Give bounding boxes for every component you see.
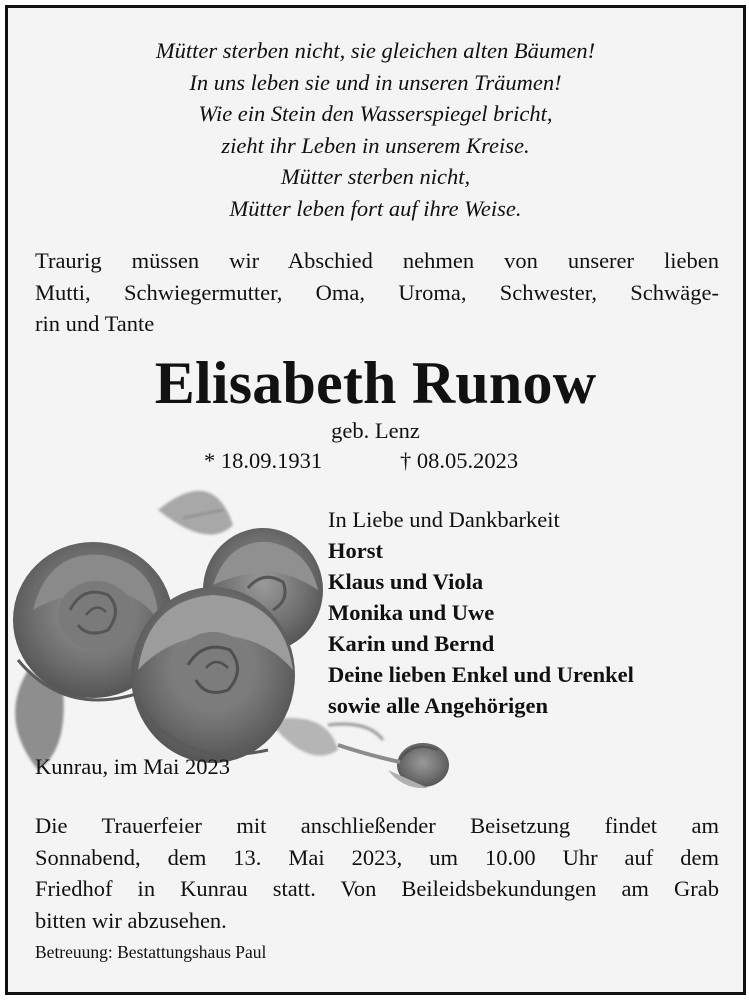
funeral-line: Friedhof in Kunrau statt. Von Beileidsbekundungen am Grab	[35, 876, 719, 901]
funeral-notice	[35, 810, 719, 936]
intro-line: Traurig müssen wir Abschied nehmen von unserer lieben	[35, 248, 719, 273]
poem-line: Wie ein Stein den Wasserspiegel bricht,	[198, 101, 553, 126]
poem-line: Mütter sterben nicht,	[280, 164, 471, 189]
rose-front	[131, 587, 295, 763]
obituary-frame	[5, 5, 746, 995]
mourner-name: sowie alle Angehörigen	[328, 693, 548, 718]
birth-date: * 18.09.1931	[204, 448, 323, 473]
maiden-name: geb. Lenz	[331, 418, 420, 443]
intro-text	[35, 245, 719, 340]
poem-line: Mütter sterben nicht, sie gleichen alten Bäumen!	[155, 38, 596, 63]
poem	[8, 35, 743, 224]
mourner-name: Karin und Bernd	[328, 631, 495, 656]
death-date: † 08.05.2023	[400, 448, 519, 473]
mourners-lead: In Liebe und Dankbarkeit	[328, 507, 560, 532]
intro-line: Mutti, Schwiegermutter, Oma, Uroma, Schwester, Schwäge-	[35, 279, 719, 305]
poem-line: In uns leben sie und in unseren Träumen!	[189, 69, 562, 95]
mourners-block	[328, 504, 728, 721]
mourner-name: Klaus und Viola	[328, 569, 484, 594]
deceased-name: Elisabeth Runow	[154, 350, 597, 416]
mourner-name: Deine lieben Enkel und Urenkel	[328, 662, 634, 687]
funeral-line: Die Trauerfeier mit anschließender Beisetzung findet am	[35, 813, 719, 838]
undertaker-credit: Betreuung: Bestattungshaus Paul	[35, 942, 267, 962]
funeral-line: Sonnabend, dem 13. Mai 2023, um 10.00 Uhr auf dem	[35, 844, 719, 870]
poem-line: Mütter leben fort auf ihre Weise.	[229, 195, 522, 221]
rose-bud	[338, 743, 449, 788]
poem-line: zieht ihr Leben in unserem Kreise.	[221, 132, 530, 158]
place-date: Kunrau, im Mai 2023	[35, 754, 230, 779]
intro-line: rin und Tante	[35, 311, 155, 336]
funeral-line: bitten wir abzusehen.	[35, 907, 227, 933]
mourner-name: Horst	[328, 538, 383, 563]
mourner-name: Monika und Uwe	[328, 600, 495, 625]
